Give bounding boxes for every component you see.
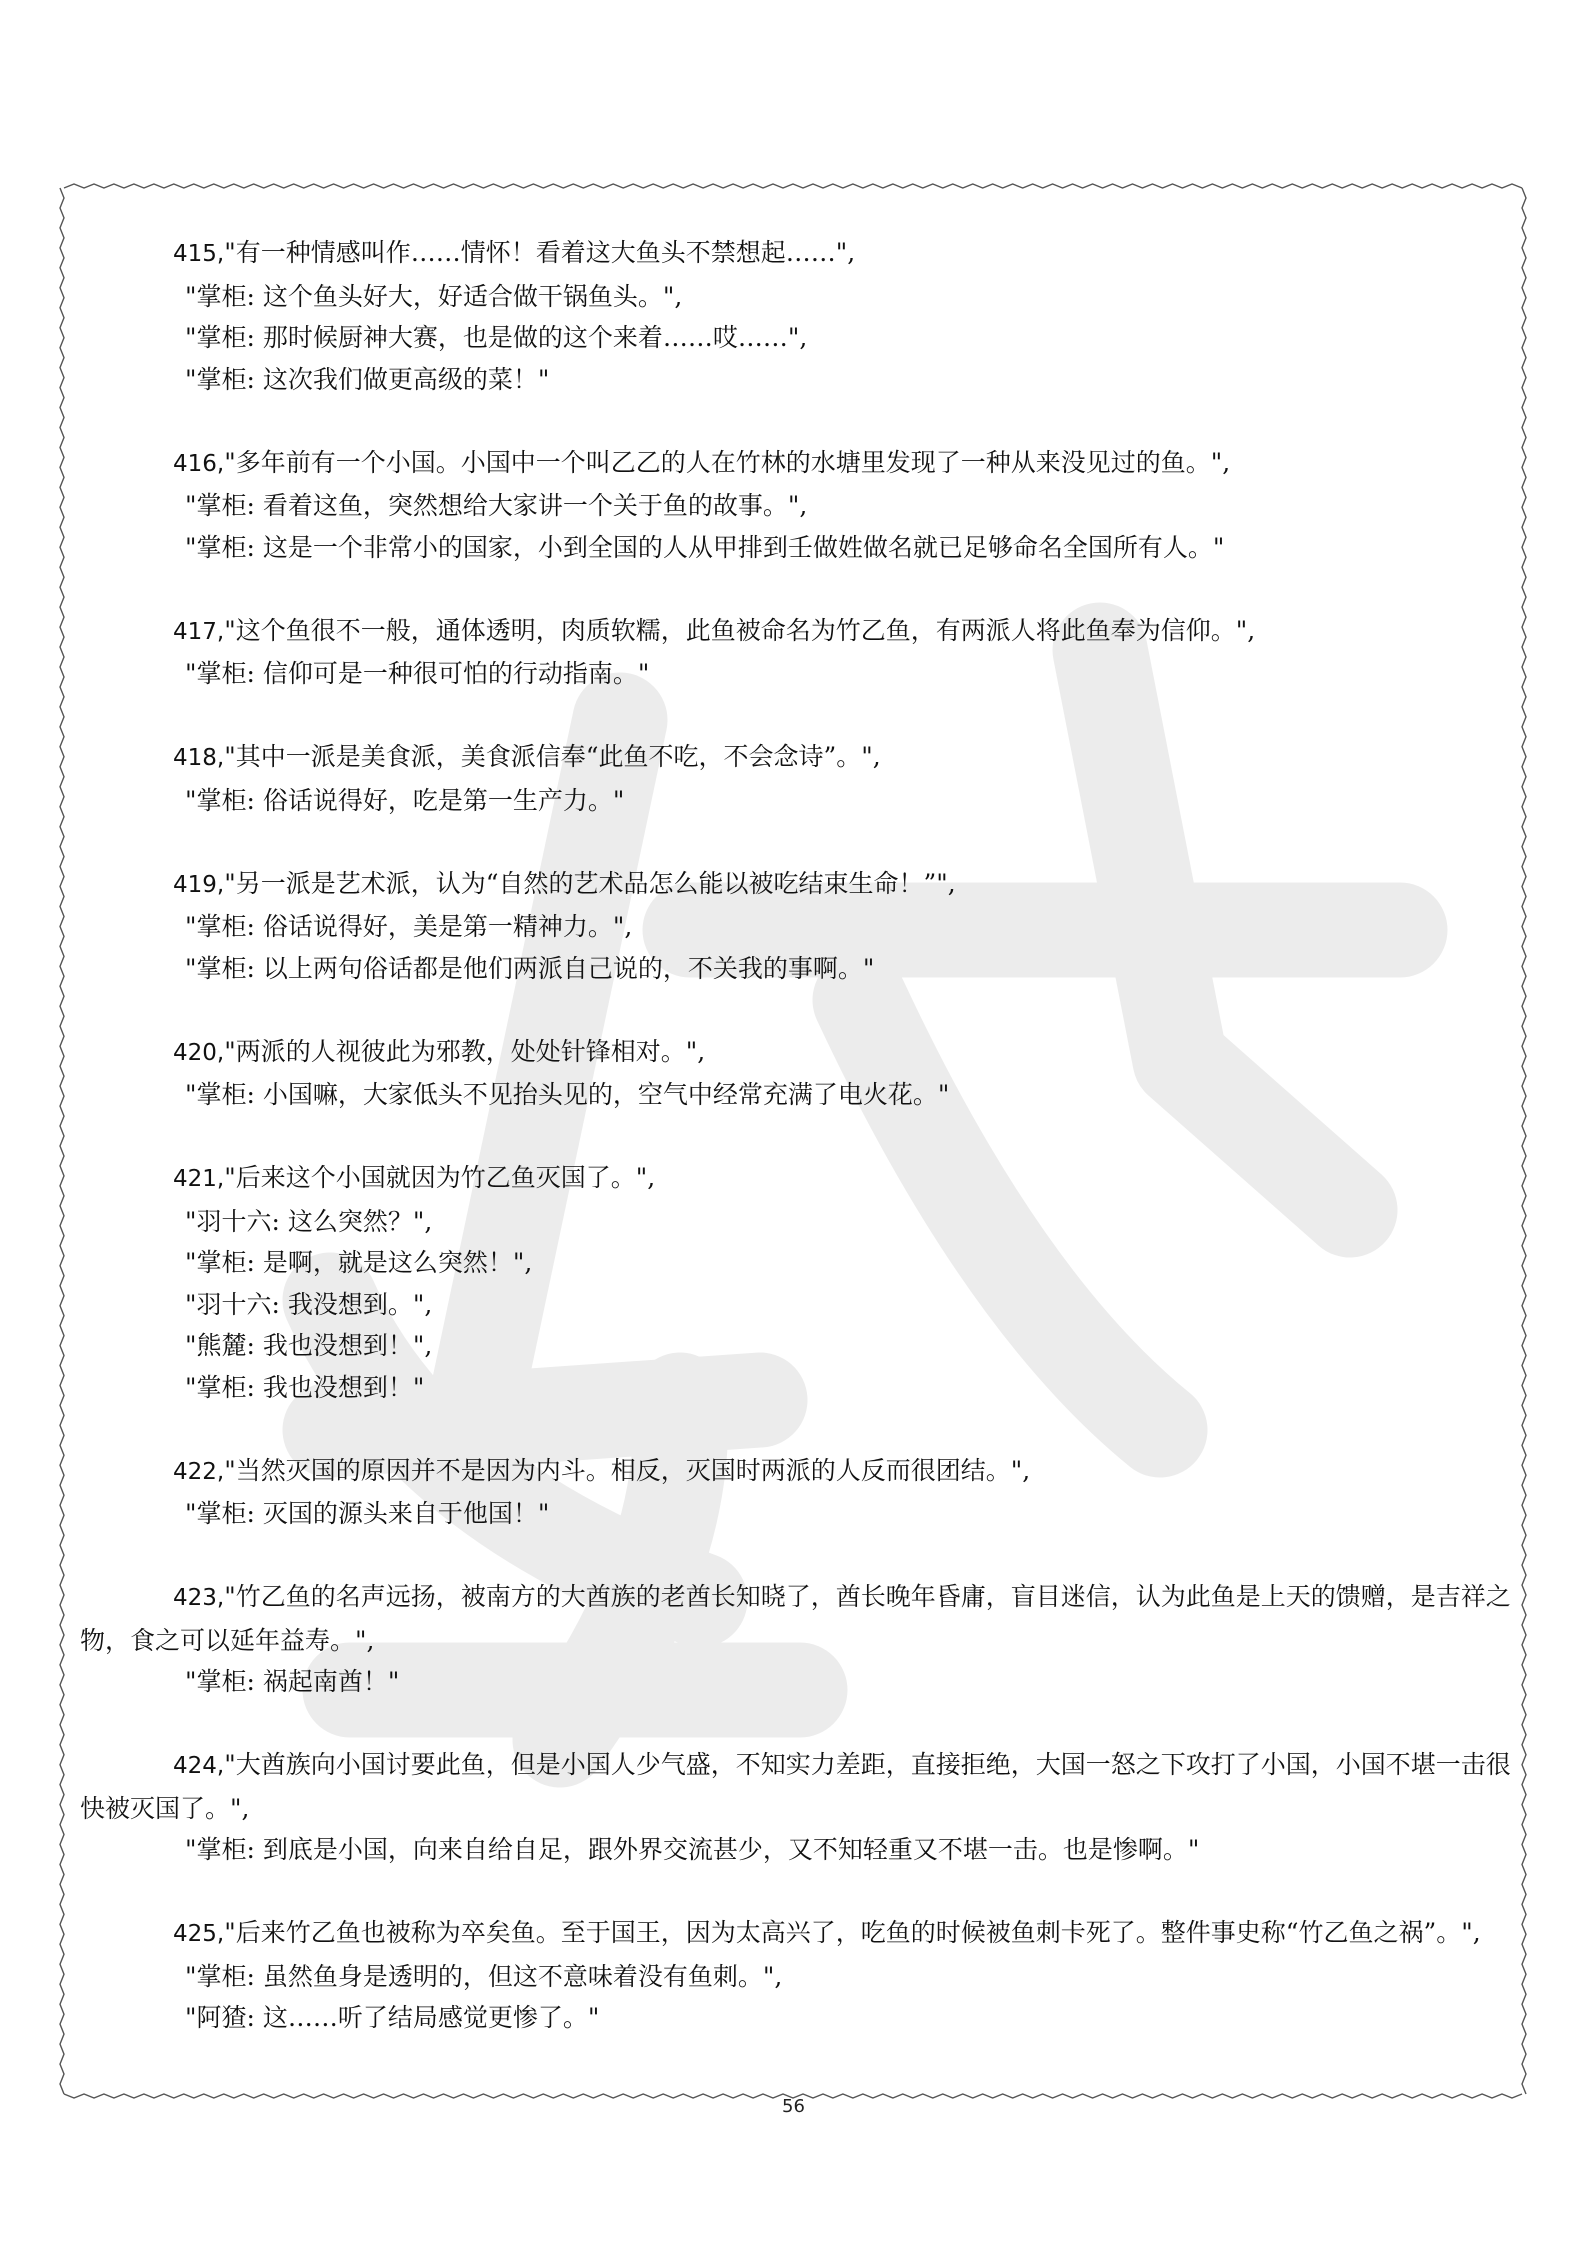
- entry-text: "多年前有一个小国。小国中一个叫乙乙的人在竹林的水塘里发现了一种从来没见过的鱼。",: [224, 447, 1231, 477]
- entry-lead: [80, 1157, 1515, 1201]
- entry-number: 418,: [173, 745, 225, 771]
- entry-number: 420,: [173, 1039, 225, 1066]
- document-body: [80, 232, 1515, 2080]
- dialogue-line: "掌柜: 这个鱼头好大，好适合做干锅鱼头。",: [185, 281, 683, 311]
- page-number: 56: [782, 2096, 805, 2117]
- entry-number: 424,: [173, 1753, 225, 1779]
- dialogue-line: "掌柜: 这次我们做更高级的菜！": [185, 364, 550, 394]
- dialogue-line: "掌柜: 是啊，就是这么突然！",: [185, 1248, 533, 1277]
- entry-text: "后来这个小国就因为竹乙鱼灭国了。",: [224, 1163, 656, 1192]
- entry-418: [80, 736, 1515, 821]
- entry-lead: [80, 1450, 1515, 1494]
- entry-text: "有一种情感叫作……情怀！看着这大鱼头不禁想起……",: [224, 238, 856, 267]
- dialogue-line: "掌柜: 小国嘛，大家低头不见抬头见的，空气中经常充满了电火花。": [185, 1080, 950, 1109]
- entry-number: 419,: [173, 871, 225, 898]
- entry-419: [80, 863, 1515, 990]
- dialogue-line: "掌柜: 那时候厨神大赛，也是做的这个来着……哎……",: [185, 323, 808, 352]
- entry-text: "另一派是艺术派，认为“自然的艺术品怎么能以被吃结束生命！”",: [224, 868, 956, 898]
- entry-424: [80, 1744, 1515, 1871]
- entry-lead: [80, 736, 1515, 780]
- entry-number: 425,: [173, 1921, 225, 1947]
- entry-number: 415,: [173, 241, 225, 267]
- dialogue-line: "阿猹: 这……听了结局感觉更惨了。": [185, 2003, 600, 2032]
- dialogue-line: "羽十六: 这么突然？",: [185, 1206, 433, 1236]
- entry-number: 417,: [173, 618, 225, 645]
- entry-text: "大酋族向小国讨要此鱼，但是小国人少气盛，不知实力差距，直接拒绝，大国一怒之下攻打了小国，小国不堪一击很快被灭国了。",: [80, 1750, 1511, 1823]
- border-zigzag: [64, 184, 1522, 188]
- dialogue-line: "掌柜: 俗话说得好，美是第一精神力。",: [185, 912, 633, 941]
- entry-423: [80, 1576, 1515, 1703]
- dialogue-line: "羽十六: 我没想到。",: [185, 1289, 433, 1319]
- entry-text: "当然灭国的原因并不是因为内斗。相反，灭国时两派的人反而很团结。",: [224, 1455, 1031, 1485]
- border-zigzag: [60, 188, 64, 2094]
- dialogue-line: "掌柜: 祸起南酋！": [185, 1667, 400, 1696]
- entry-lead: [80, 1031, 1515, 1075]
- entry-text: "竹乙鱼的名声远扬，被南方的大酋族的老酋长知晓了，酋长晚年昏庸，盲目迷信，认为此鱼是上天的馈赠，是吉祥之物，食之可以延年益寿。",: [80, 1582, 1511, 1655]
- entry-number: 416,: [173, 450, 225, 477]
- dialogue-line: "掌柜: 以上两句俗话都是他们两派自己说的，不关我的事啊。": [185, 953, 875, 983]
- entry-text: "两派的人视彼此为邪教，处处针锋相对。",: [224, 1036, 706, 1066]
- entry-lead: [80, 610, 1515, 654]
- entry-text: "其中一派是美食派，美食派信奉“此鱼不吃，不会念诗”。",: [224, 742, 881, 771]
- entry-425: [80, 1912, 1515, 2039]
- entry-lead: [80, 232, 1515, 276]
- dialogue-line: "掌柜: 这是一个非常小的国家，小到全国的人从甲排到壬做姓做名就已足够命名全国所有人。": [185, 532, 1225, 562]
- dialogue-line: "掌柜: 我也没想到！": [185, 1372, 425, 1402]
- entry-417: [80, 610, 1515, 695]
- entry-lead: [80, 863, 1515, 907]
- entry-421: [80, 1157, 1515, 1408]
- entry-number: 423,: [173, 1585, 225, 1611]
- dialogue-line: "掌柜: 灭国的源头来自于他国！": [185, 1499, 550, 1528]
- entry-420: [80, 1031, 1515, 1116]
- entry-415: [80, 232, 1515, 400]
- entry-422: [80, 1450, 1515, 1535]
- border-zigzag: [1522, 188, 1526, 2094]
- dialogue-line: "掌柜: 看着这鱼，突然想给大家讲一个关于鱼的故事。",: [185, 491, 808, 520]
- entry-text: "这个鱼很不一般，通体透明，肉质软糯，此鱼被命名为竹乙鱼，有两派人将此鱼奉为信仰。",: [224, 615, 1256, 645]
- entry-lead: [80, 1744, 1515, 1829]
- entry-number: 422,: [173, 1458, 225, 1485]
- dialogue-line: "熊麓: 我也没想到！",: [185, 1331, 433, 1360]
- entry-lead: [80, 1576, 1515, 1661]
- dialogue-line: "掌柜: 到底是小国，向来自给自足，跟外界交流甚少，又不知轻重又不堪一击。也是惨啊。": [185, 1835, 1200, 1864]
- dialogue-line: "掌柜: 俗话说得好，吃是第一生产力。": [185, 785, 625, 815]
- entry-lead: [80, 442, 1515, 486]
- entry-416: [80, 442, 1515, 569]
- entry-lead: [80, 1912, 1515, 1956]
- dialogue-line: "掌柜: 虽然鱼身是透明的，但这不意味着没有鱼刺。",: [185, 1961, 783, 1991]
- entry-number: 421,: [173, 1166, 225, 1192]
- entry-text: "后来竹乙鱼也被称为卒矣鱼。至于国王，因为太高兴了，吃鱼的时候被鱼刺卡死了。整件事史称“竹乙鱼之祸”。",: [224, 1918, 1481, 1947]
- dialogue-line: "掌柜: 信仰可是一种很可怕的行动指南。": [185, 659, 650, 688]
